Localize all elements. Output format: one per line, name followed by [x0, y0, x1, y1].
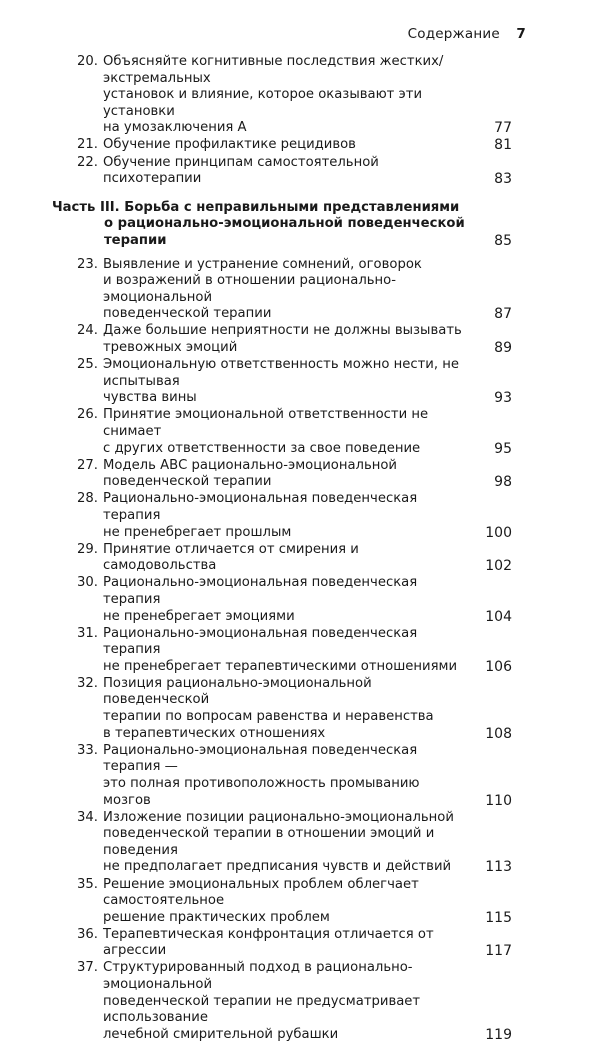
toc-entries-part-3	[52, 257, 512, 1044]
entry-title-line: в терапевтических отношениях	[103, 725, 326, 741]
part-title-line: терапии	[104, 232, 167, 248]
entry-page-number: 95	[494, 440, 512, 457]
entry-title-line: Принятие эмоциональной ответственности не снимает	[103, 407, 429, 439]
entry-title-line: чувства вины	[103, 390, 197, 406]
part-title-line: о рационально-эмоциональной поведенческой	[104, 216, 465, 232]
entry-title-line: Рационально-эмоциональная поведенческая терапия	[103, 491, 418, 523]
entry-title	[103, 626, 468, 676]
entry-title-line: поведенческой терапии не предусматривает использование	[103, 993, 421, 1026]
entry-title-line: Структурированный подход в рационально-эмоциональной	[103, 960, 413, 993]
entry-title-line: Даже большие неприятности не должны вызывать	[103, 323, 462, 339]
entry-page-number: 102	[485, 558, 512, 575]
entry-title-line: не пренебрегает прошлым	[103, 524, 292, 540]
entry-number: 28.	[77, 491, 98, 507]
toc-part-heading	[52, 200, 512, 250]
entry-title	[103, 927, 468, 960]
page-number: 7	[516, 26, 526, 42]
toc-entry	[52, 960, 512, 1043]
entry-number: 32.	[77, 675, 98, 691]
entry-page-number: 87	[494, 306, 512, 323]
entry-title-line: Рационально-эмоциональная поведенческая терапия	[103, 625, 418, 658]
toc-entry	[52, 54, 512, 137]
entry-title	[103, 407, 468, 457]
toc-entry	[52, 542, 512, 575]
entry-page-number: 100	[485, 524, 512, 541]
entry-number: 25.	[77, 357, 98, 373]
entry-number: 36.	[77, 926, 98, 942]
entry-title-line: терапии по вопросам равенства и неравенства	[103, 709, 434, 725]
entry-title	[103, 137, 468, 154]
table-of-contents	[52, 54, 512, 1044]
entry-title	[103, 810, 468, 876]
toc-entry	[52, 357, 512, 407]
entry-title-line: Изложение позиции рационально-эмоциональной	[103, 809, 454, 825]
entry-page-number: 98	[494, 474, 512, 491]
entry-page-number: 81	[494, 137, 512, 154]
toc-entry	[52, 575, 512, 625]
toc-entry	[52, 743, 512, 809]
entry-number: 29.	[77, 541, 98, 557]
toc-entry	[52, 155, 512, 188]
entry-title-line: Принятие отличается от смирения и самодовольства	[103, 541, 359, 574]
entry-title	[103, 458, 468, 491]
entry-page-number: 110	[485, 792, 512, 809]
toc-entry	[52, 810, 512, 876]
entry-title-line: Решение эмоциональных проблем облегчает самостоятельное	[103, 876, 419, 909]
entry-page-number: 93	[494, 390, 512, 407]
entry-title-line: тревожных эмоций	[103, 340, 238, 355]
entry-title-line: не предполагает предписания чувств и действий	[103, 859, 452, 875]
toc-entry	[52, 323, 512, 356]
entry-title-line: с других ответственности за свое поведение	[103, 440, 421, 456]
part-title	[52, 200, 468, 250]
toc-entry	[52, 927, 512, 960]
entry-title-line: Объясняйте когнитивные последствия жестких/экстремальных	[103, 54, 444, 86]
entry-number: 26.	[77, 407, 98, 423]
entry-title	[103, 323, 468, 356]
entry-page-number: 115	[485, 909, 512, 926]
entry-title	[103, 575, 468, 625]
entry-title-line: и возражений в отношении рационально-эмоциональной	[103, 273, 396, 305]
entry-page-number: 113	[485, 859, 512, 876]
toc-entry	[52, 407, 512, 457]
entry-title-line: Терапевтическая конфронтация отличается от агрессии	[103, 926, 434, 959]
entry-title	[103, 743, 468, 809]
toc-entry	[52, 458, 512, 491]
entry-number: 23.	[77, 256, 98, 272]
entry-title	[103, 357, 468, 407]
toc-entry	[52, 491, 512, 541]
entry-title	[103, 676, 468, 742]
entry-title	[103, 491, 468, 541]
part-page-number: 85	[494, 232, 512, 249]
toc-entry	[52, 257, 512, 323]
entry-page-number: 83	[494, 171, 512, 188]
entry-number: 37.	[77, 960, 98, 976]
entry-title	[103, 155, 468, 188]
entry-title-line: Эмоциональную ответственность можно нести, не испытывая	[103, 357, 459, 389]
entry-number: 30.	[77, 575, 98, 591]
entry-number: 27.	[77, 457, 98, 473]
toc-entries-part-2	[52, 54, 512, 188]
entry-title-line: Обучение принципам самостоятельной психотерапии	[103, 154, 379, 187]
entry-number: 35.	[77, 876, 98, 892]
entry-title-line: Модель АВС рационально-эмоциональной	[103, 457, 397, 473]
toc-entry	[52, 137, 512, 154]
entry-page-number: 119	[485, 1026, 512, 1043]
entry-title-line: поведенческой терапии в отношении эмоций и поведения	[103, 826, 435, 858]
entry-title-line: решение практических проблем	[103, 909, 330, 925]
entry-number: 33.	[77, 742, 98, 758]
entry-number: 20.	[77, 54, 98, 69]
page-header	[408, 26, 526, 42]
toc-entry	[52, 626, 512, 676]
entry-page-number: 106	[485, 658, 512, 675]
entry-page-number: 104	[485, 608, 512, 625]
entry-page-number: 117	[485, 943, 512, 960]
entry-title-line: установок и влияние, которое оказывают эти установки	[103, 87, 423, 119]
entry-number: 34.	[77, 809, 98, 825]
entry-title-line: это полная противоположность промыванию мозгов	[103, 775, 420, 808]
entry-page-number: 108	[485, 725, 512, 742]
toc-entry	[52, 877, 512, 927]
entry-title	[103, 257, 468, 323]
entry-number: 24.	[77, 323, 98, 339]
entry-title-line: Позиция рационально-эмоциональной поведенческой	[103, 675, 372, 708]
entry-number: 31.	[77, 625, 98, 641]
entry-title-line: Рационально-эмоциональная поведенческая терапия —	[103, 742, 418, 775]
entry-title-line: поведенческой терапии	[103, 306, 272, 322]
entry-page-number: 77	[494, 120, 512, 137]
entry-title	[103, 960, 468, 1043]
entry-title-line: поведенческой терапии	[103, 474, 272, 490]
entry-title	[103, 542, 468, 575]
entry-number: 21.	[77, 137, 98, 153]
entry-title-line: на умозаключения А	[103, 120, 247, 136]
entry-number: 22.	[77, 154, 98, 170]
entry-title-line: не пренебрегает эмоциями	[103, 608, 295, 624]
entry-title-line: лечебной смирительной рубашки	[103, 1026, 339, 1042]
entry-title-line: Обучение профилактике рецидивов	[103, 137, 356, 153]
running-title: Содержание	[407, 26, 500, 42]
entry-title-line: Выявление и устранение сомнений, оговорок	[103, 256, 422, 272]
part-title-line: Часть III. Борьба с неправильными представлениями	[52, 199, 460, 215]
toc-entry	[52, 676, 512, 742]
entry-page-number: 89	[494, 340, 512, 356]
entry-title	[103, 877, 468, 927]
entry-title	[103, 54, 468, 137]
entry-title-line: не пренебрегает терапевтическими отношениями	[103, 658, 458, 674]
entry-title-line: Рационально-эмоциональная поведенческая терапия	[103, 575, 418, 607]
